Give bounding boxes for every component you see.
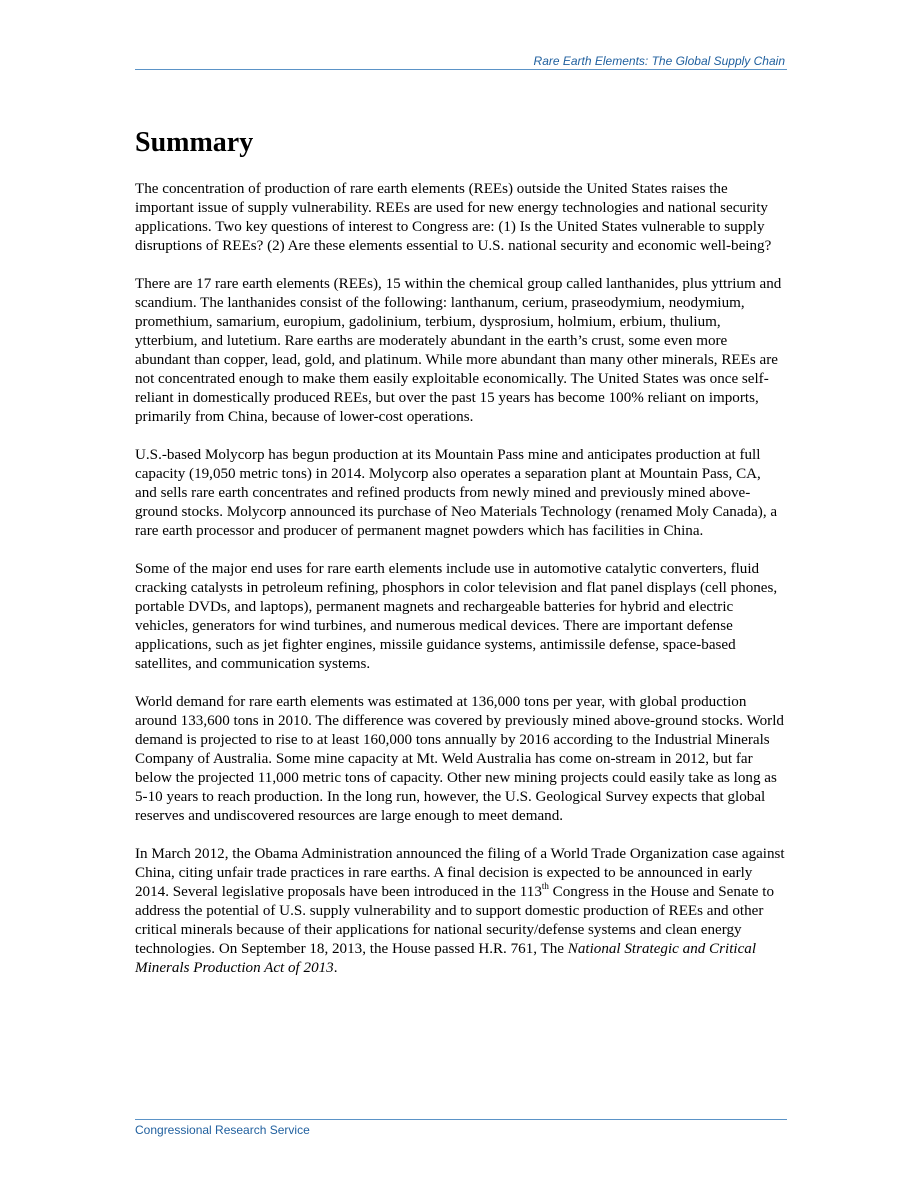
paragraph-intro: The concentration of production of rare earth elements (REEs) outside the United States raises the important issue of supply vulnerability. REEs are used for new energy technologies and national security applications. Two key questions of interest to Congress are: (1) Is the United States vulnerable to supply disruptions of REEs? (2) Are these elements essential to U.S. national security and economic well-being? xyxy=(135,181,772,254)
footer-divider xyxy=(135,1119,787,1120)
paragraph-demand: World demand for rare earth elements was estimated at 136,000 tons per year, with global production around 133,600 tons in 2010. The difference was covered by previously mined above-ground stocks. World demand is projected to rise to at least 160,000 tons annually by 2016 according to the Industrial Minerals Company of Australia. Some mine capacity at Mt. Weld Australia has come on-stream in 2012, but far below the projected 11,000 metric tons of capacity. Other new mining projects could easily take as long as 5-10 years to reach production. In the long run, however, the U.S. Geological Survey expects that global reserves and undiscovered resources are large enough to meet demand. xyxy=(135,694,784,824)
paragraph-legislation-part1: In March 2012, the Obama Administration announced the filing of a World Trade Organization case against China, citing unfair trade practices in rare earths. A final decision is expected to be announced in early 2014. Several legislative proposals have been introduced in the 113 xyxy=(135,846,785,900)
running-header: Rare Earth Elements: The Global Supply Chain xyxy=(533,54,785,68)
act-title: National Strategic and Critical Minerals Production Act of 2013 xyxy=(135,941,757,976)
running-footer: Congressional Research Service xyxy=(135,1123,310,1137)
page-title: Summary xyxy=(135,127,254,158)
paragraph-legislation-part2: Congress in the House and Senate to address the potential of U.S. supply vulnerability and to support domestic production of REEs and other critical minerals because of their applications for national security/defense systems and clean energy technologies. On September 18, 2013, the House passed H.R. 761, The xyxy=(135,884,774,957)
ordinal-suffix: th xyxy=(541,880,549,891)
header-divider xyxy=(135,69,787,70)
document-body xyxy=(135,118,785,997)
paragraph-legislation-end: . xyxy=(333,960,338,976)
paragraph-end-uses: Some of the major end uses for rare earth elements include use in automotive catalytic converters, fluid cracking catalysts in petroleum refining, phosphors in color television and flat panel displays (cell phones, portable DVDs, and laptops), permanent magnets and rechargeable batteries for hybrid and electric vehicles, generators for wind turbines, and numerous medical devices. There are important defense applications, such as jet fighter engines, missile guidance systems, antimissile defense, space-based satellites, and communication systems. xyxy=(135,561,778,672)
paragraph-molycorp: U.S.-based Molycorp has begun production at its Mountain Pass mine and anticipates production at full capacity (19,050 metric tons) in 2014. Molycorp also operates a separation plant at Mountain Pass, CA, and sells rare earth concentrates and refined products from newly mined and previously mined above-ground stocks. Molycorp announced its purchase of Neo Materials Technology (renamed Moly Canada), a rare earth processor and producer of permanent magnet powders which has facilities in China. xyxy=(135,447,778,539)
paragraph-elements: There are 17 rare earth elements (REEs), 15 within the chemical group called lanthanides, plus yttrium and scandium. The lanthanides consist of the following: lanthanum, cerium, praseodymium, neodymium, promethium, samarium, europium, gadolinium, terbium, dysprosium, holmium, erbium, thulium, ytterbium, and lutetium. Rare earths are moderately abundant in the earth’s crust, some even more abundant than copper, lead, gold, and platinum. While more abundant than many other minerals, REEs are not concentrated enough to make them easily exploitable economically. The United States was once self-reliant in domestically produced REEs, but over the past 15 years has become 100% reliant on imports, primarily from China, because of lower-cost operations. xyxy=(135,276,782,425)
paragraph-legislation xyxy=(135,845,785,978)
